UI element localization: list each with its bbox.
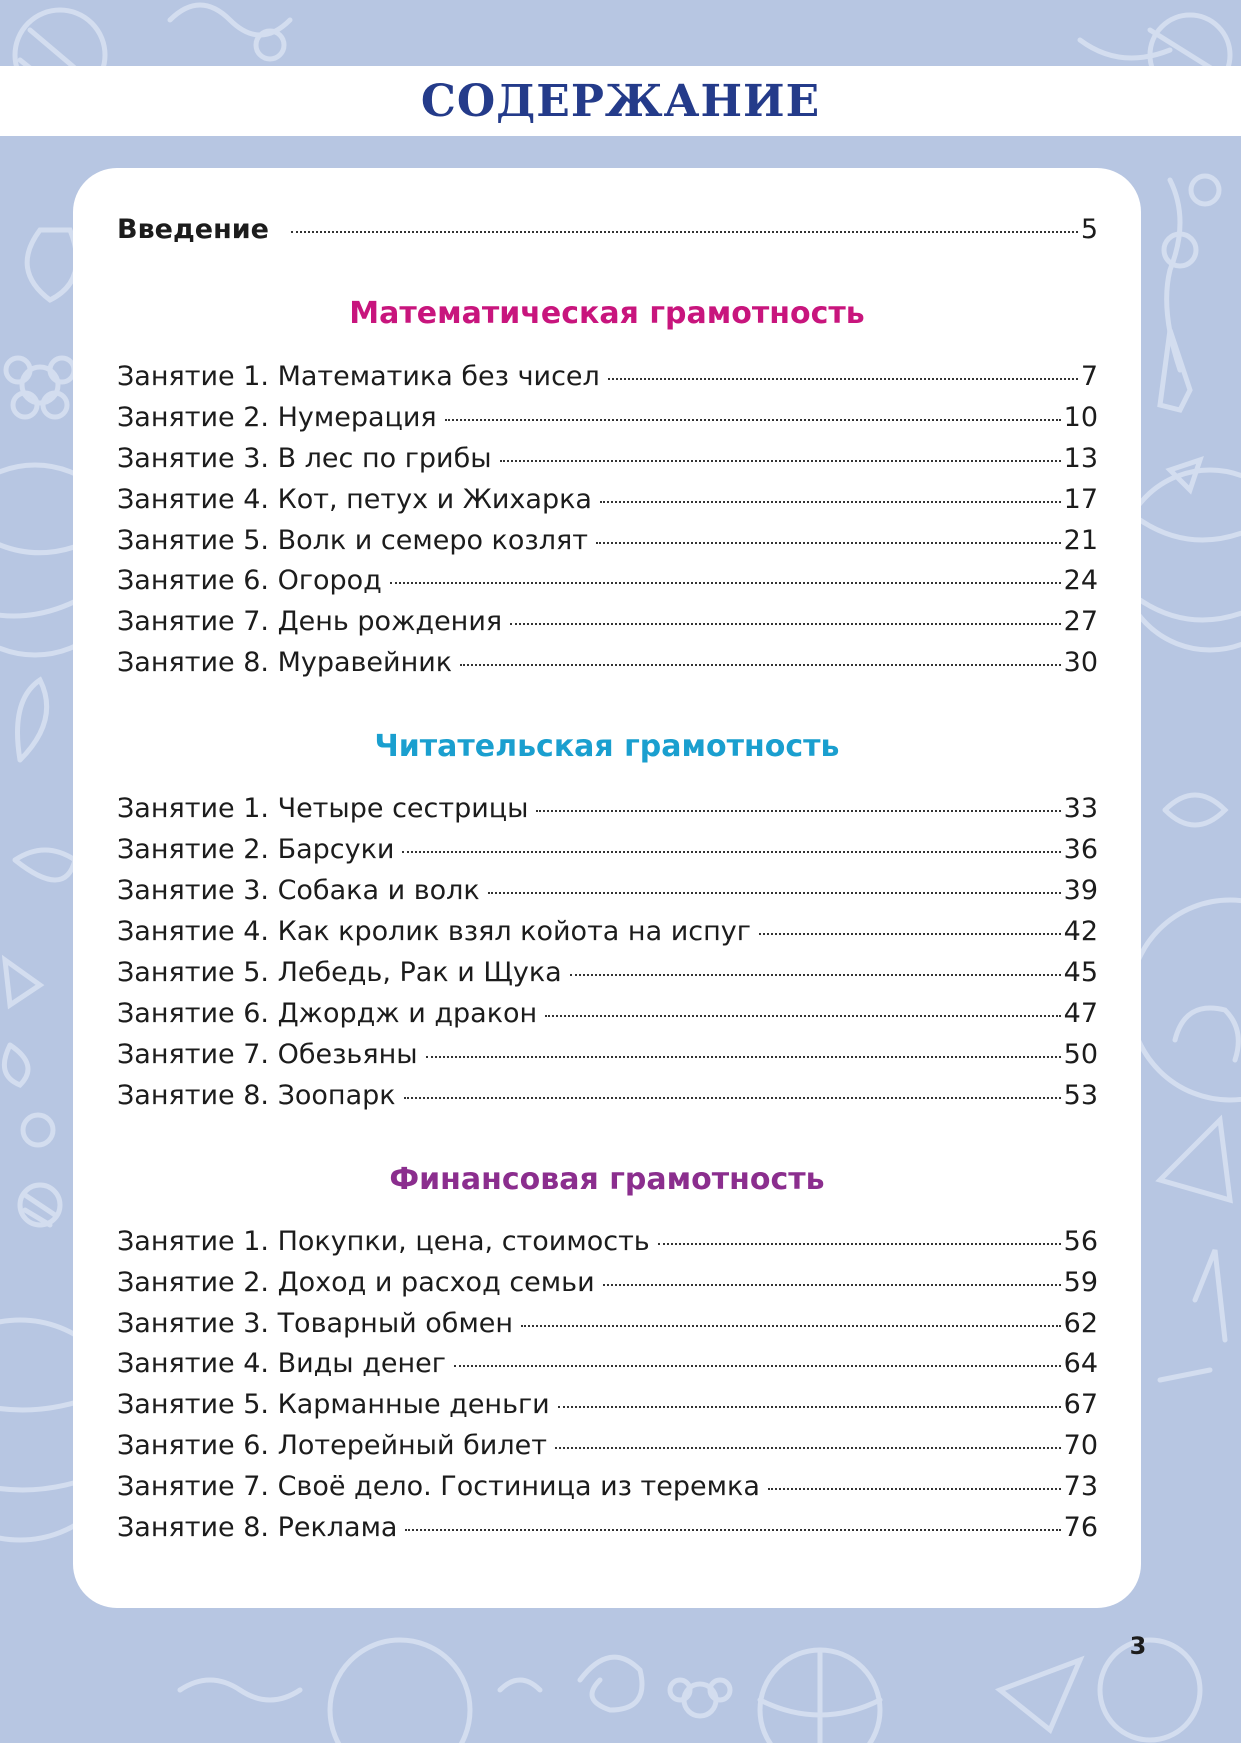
toc-entry-label: Занятие 4. Кот, петух и Жихарка — [117, 484, 592, 515]
toc-card — [73, 168, 1141, 1608]
toc-entry[interactable] — [117, 484, 1098, 515]
toc-entry-intro[interactable] — [117, 214, 1098, 245]
dot-leader — [291, 231, 1078, 233]
toc-entry-label: Занятие 2. Нумерация — [117, 402, 437, 433]
toc-entry[interactable] — [117, 1039, 1098, 1070]
dot-leader — [608, 378, 1078, 380]
toc-entry-label: Занятие 3. Собака и волк — [117, 875, 480, 906]
toc-entry-label: Занятие 6. Огород — [117, 565, 382, 596]
toc-entry[interactable] — [117, 834, 1098, 865]
toc-entry[interactable] — [117, 1080, 1098, 1111]
toc-entry-label: Занятие 1. Математика без чисел — [117, 361, 600, 392]
toc-entry[interactable] — [117, 606, 1098, 637]
toc-entry[interactable] — [117, 793, 1098, 824]
toc-entry-page: 30 — [1063, 647, 1098, 678]
toc-entry-page: 39 — [1063, 875, 1098, 906]
toc-entry-label: Занятие 6. Лотерейный билет — [117, 1430, 547, 1461]
toc-entry[interactable] — [117, 1226, 1098, 1257]
toc-entry-page: 27 — [1063, 606, 1098, 637]
dot-leader — [600, 501, 1061, 503]
dot-leader — [536, 810, 1060, 812]
toc-entry-page: 24 — [1063, 565, 1098, 596]
toc-entry[interactable] — [117, 998, 1098, 1029]
dot-leader — [521, 1325, 1061, 1327]
toc-entry[interactable] — [117, 565, 1098, 596]
section-heading-math: Математическая грамотность — [349, 296, 865, 331]
toc-entry-page: 7 — [1080, 361, 1098, 392]
toc-entry[interactable] — [117, 1471, 1098, 1502]
toc-entry[interactable] — [117, 361, 1098, 392]
toc-entry-page: 13 — [1063, 443, 1098, 474]
dot-leader — [510, 623, 1061, 625]
toc-entry-label: Занятие 8. Реклама — [117, 1512, 398, 1543]
toc-entry-page: 33 — [1063, 793, 1098, 824]
section-heading-reading: Читательская грамотность — [374, 729, 840, 764]
dot-leader — [596, 542, 1061, 544]
toc-entry-label: Занятие 6. Джордж и дракон — [117, 998, 538, 1029]
toc-entry-page: 70 — [1063, 1430, 1098, 1461]
toc-entry[interactable] — [117, 1430, 1098, 1461]
toc-entry[interactable] — [117, 1267, 1098, 1298]
toc-entry-page: 10 — [1063, 402, 1098, 433]
toc-entry-label: Занятие 5. Волк и семеро козлят — [117, 525, 588, 556]
dot-leader — [402, 851, 1060, 853]
toc-entry-page: 45 — [1063, 957, 1098, 988]
toc-entry-page: 64 — [1063, 1348, 1098, 1379]
toc-entry-label: Занятие 3. Товарный обмен — [117, 1308, 514, 1339]
toc-entry[interactable] — [117, 1308, 1098, 1339]
toc-entry-label: Занятие 5. Карманные деньги — [117, 1389, 550, 1420]
toc-entry-page: 5 — [1080, 214, 1098, 245]
toc-entry-label: Занятие 2. Доход и расход семьи — [117, 1267, 595, 1298]
dot-leader — [488, 892, 1061, 894]
toc-entry-page: 42 — [1063, 916, 1098, 947]
toc-entry-page: 47 — [1063, 998, 1098, 1029]
dot-leader — [759, 933, 1061, 935]
toc-entry-label: Введение — [117, 214, 269, 245]
toc-entry-label: Занятие 8. Муравейник — [117, 647, 453, 678]
toc-entry-label: Занятие 3. В лес по грибы — [117, 443, 492, 474]
dot-leader — [426, 1056, 1061, 1058]
dot-leader — [603, 1284, 1061, 1286]
dot-leader — [404, 1097, 1061, 1099]
toc-entry-page: 67 — [1063, 1389, 1098, 1420]
toc-entry-label: Занятие 2. Барсуки — [117, 834, 395, 865]
dot-leader — [555, 1447, 1061, 1449]
toc-entry[interactable] — [117, 875, 1098, 906]
toc-entry-label: Занятие 4. Как кролик взял койота на испуг — [117, 916, 751, 947]
toc-entry-page: 73 — [1063, 1471, 1098, 1502]
toc-entry[interactable] — [117, 1389, 1098, 1420]
toc-entry-page: 50 — [1063, 1039, 1098, 1070]
toc-entry[interactable] — [117, 916, 1098, 947]
dot-leader — [570, 974, 1061, 976]
dot-leader — [405, 1529, 1060, 1531]
toc-entry-label: Занятие 1. Покупки, цена, стоимость — [117, 1226, 650, 1257]
page-title: СОДЕРЖАНИЕ — [420, 75, 821, 127]
toc-entry-page: 21 — [1063, 525, 1098, 556]
toc-entry-label: Занятие 1. Четыре сестрицы — [117, 793, 529, 824]
toc-entry-label: Занятие 7. Обезьяны — [117, 1039, 418, 1070]
toc-entry-label: Занятие 5. Лебедь, Рак и Щука — [117, 957, 562, 988]
toc-entry[interactable] — [117, 525, 1098, 556]
dot-leader — [558, 1406, 1061, 1408]
toc-entry[interactable] — [117, 647, 1098, 678]
toc-entry-label: Занятие 7. Своё дело. Гостиница из теремка — [117, 1471, 760, 1502]
toc-entry-label: Занятие 8. Зоопарк — [117, 1080, 396, 1111]
toc-entry[interactable] — [117, 957, 1098, 988]
dot-leader — [545, 1015, 1060, 1017]
dot-leader — [658, 1243, 1061, 1245]
toc-entry-page: 56 — [1063, 1226, 1098, 1257]
toc-entry-label: Занятие 4. Виды денег — [117, 1348, 446, 1379]
dot-leader — [454, 1365, 1061, 1367]
dot-leader — [768, 1488, 1061, 1490]
toc-entry-page: 36 — [1063, 834, 1098, 865]
toc-entry-label: Занятие 7. День рождения — [117, 606, 503, 637]
title-band — [0, 66, 1241, 136]
toc-entry-page: 76 — [1063, 1512, 1098, 1543]
toc-entry-page: 62 — [1063, 1308, 1098, 1339]
toc-entry[interactable] — [117, 1348, 1098, 1379]
toc-entry-page: 59 — [1063, 1267, 1098, 1298]
toc-entry[interactable] — [117, 402, 1098, 433]
toc-entry[interactable] — [117, 1512, 1098, 1543]
dot-leader — [500, 460, 1061, 462]
toc-entry-page: 17 — [1063, 484, 1098, 515]
dot-leader — [390, 582, 1061, 584]
toc-entry[interactable] — [117, 443, 1098, 474]
dot-leader — [460, 664, 1061, 666]
toc-entry-page: 53 — [1063, 1080, 1098, 1111]
section-heading-finance: Финансовая грамотность — [389, 1162, 825, 1197]
page-number: 3 — [1129, 1632, 1147, 1660]
dot-leader — [445, 419, 1061, 421]
